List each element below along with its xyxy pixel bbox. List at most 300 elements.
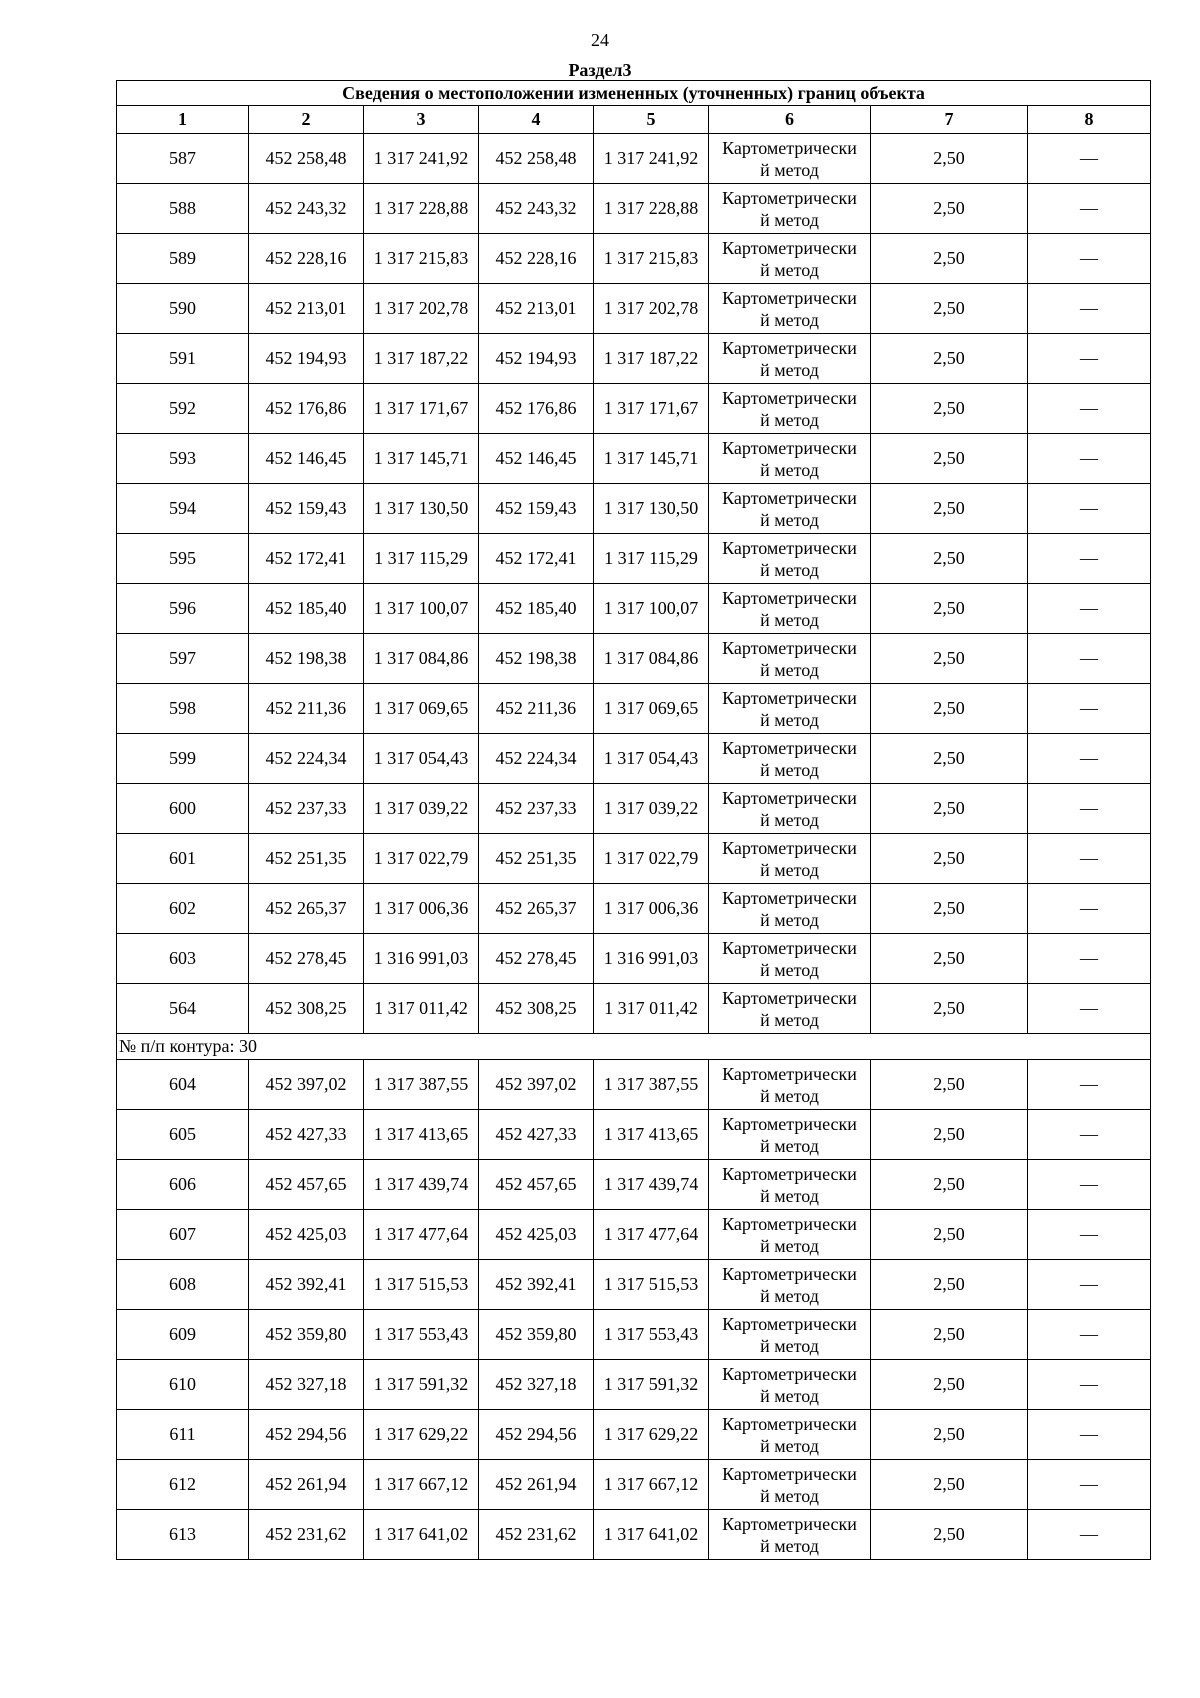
accuracy-cell: 2,50 — [871, 1310, 1028, 1360]
method-cell — [709, 634, 871, 684]
x-refined-cell: 452 159,43 — [479, 484, 594, 534]
point-number-cell: 605 — [117, 1110, 249, 1160]
y-refined-cell: 1 317 187,22 — [594, 334, 709, 384]
y-existing-cell: 1 317 591,32 — [364, 1360, 479, 1410]
accuracy-cell: 2,50 — [871, 334, 1028, 384]
accuracy-cell: 2,50 — [871, 1110, 1028, 1160]
accuracy-cell: 2,50 — [871, 284, 1028, 334]
table-row — [117, 284, 1151, 334]
page-number: 24 — [591, 30, 609, 50]
method-cell — [709, 734, 871, 784]
point-number-cell: 564 — [117, 984, 249, 1034]
description-cell: — — [1028, 134, 1151, 184]
description-cell: — — [1028, 734, 1151, 784]
y-refined-cell: 1 317 084,86 — [594, 634, 709, 684]
column-header: 7 — [871, 106, 1028, 134]
accuracy-cell: 2,50 — [871, 934, 1028, 984]
description-cell: — — [1028, 534, 1151, 584]
accuracy-cell: 2,50 — [871, 1160, 1028, 1210]
x-refined-cell: 452 251,35 — [479, 834, 594, 884]
method-line-2: й метод — [760, 509, 819, 530]
x-refined-cell: 452 224,34 — [479, 734, 594, 784]
table-row — [117, 1260, 1151, 1310]
point-number-cell: 599 — [117, 734, 249, 784]
description-cell: — — [1028, 334, 1151, 384]
accuracy-cell: 2,50 — [871, 984, 1028, 1034]
y-existing-cell: 1 317 130,50 — [364, 484, 479, 534]
point-number-cell: 610 — [117, 1360, 249, 1410]
x-refined-cell: 452 397,02 — [479, 1060, 594, 1110]
description-cell: — — [1028, 1310, 1151, 1360]
contour-label: № п/п контура: 30 — [117, 1034, 1151, 1060]
method-cell — [709, 384, 871, 434]
method-line-1: Картометрически — [722, 1213, 857, 1234]
method-line-1: Картометрически — [722, 1513, 857, 1534]
x-refined-cell: 452 213,01 — [479, 284, 594, 334]
column-header: 8 — [1028, 106, 1151, 134]
x-existing-cell: 452 194,93 — [249, 334, 364, 384]
point-number-cell: 613 — [117, 1510, 249, 1560]
y-existing-cell: 1 317 171,67 — [364, 384, 479, 434]
y-existing-cell: 1 317 641,02 — [364, 1510, 479, 1560]
y-refined-cell: 1 317 006,36 — [594, 884, 709, 934]
point-number-cell: 603 — [117, 934, 249, 984]
method-line-2: й метод — [760, 759, 819, 780]
method-line-1: Картометрически — [722, 437, 857, 458]
accuracy-cell: 2,50 — [871, 534, 1028, 584]
x-existing-cell: 452 211,36 — [249, 684, 364, 734]
accuracy-cell: 2,50 — [871, 184, 1028, 234]
method-cell — [709, 884, 871, 934]
point-number-cell: 593 — [117, 434, 249, 484]
x-refined-cell: 452 278,45 — [479, 934, 594, 984]
table-row — [117, 934, 1151, 984]
method-cell — [709, 1460, 871, 1510]
x-refined-cell: 452 243,32 — [479, 184, 594, 234]
description-cell: — — [1028, 1410, 1151, 1460]
table-row — [117, 1310, 1151, 1360]
x-refined-cell: 452 425,03 — [479, 1210, 594, 1260]
accuracy-cell: 2,50 — [871, 634, 1028, 684]
table-row — [117, 484, 1151, 534]
x-existing-cell: 452 224,34 — [249, 734, 364, 784]
method-line-1: Картометрически — [722, 1263, 857, 1284]
y-existing-cell: 1 317 629,22 — [364, 1410, 479, 1460]
method-line-1: Картометрически — [722, 387, 857, 408]
y-refined-cell: 1 317 145,71 — [594, 434, 709, 484]
table-row — [117, 1360, 1151, 1410]
column-header-row — [117, 106, 1151, 134]
y-refined-cell: 1 317 241,92 — [594, 134, 709, 184]
point-number-cell: 595 — [117, 534, 249, 584]
y-refined-cell: 1 317 130,50 — [594, 484, 709, 534]
description-cell: — — [1028, 634, 1151, 684]
table-row — [117, 1160, 1151, 1210]
method-line-1: Картометрически — [722, 1463, 857, 1484]
method-cell — [709, 584, 871, 634]
accuracy-cell: 2,50 — [871, 1410, 1028, 1460]
table-row — [117, 384, 1151, 434]
point-number-cell: 594 — [117, 484, 249, 534]
y-refined-cell: 1 317 387,55 — [594, 1060, 709, 1110]
description-cell: — — [1028, 684, 1151, 734]
x-existing-cell: 452 213,01 — [249, 284, 364, 334]
method-cell — [709, 1210, 871, 1260]
y-existing-cell: 1 317 022,79 — [364, 834, 479, 884]
column-header: 2 — [249, 106, 364, 134]
method-line-2: й метод — [760, 209, 819, 230]
column-header: 1 — [117, 106, 249, 134]
table-body — [117, 134, 1151, 1560]
table-row — [117, 1060, 1151, 1110]
point-number-cell: 588 — [117, 184, 249, 234]
method-line-2: й метод — [760, 259, 819, 280]
method-line-2: й метод — [760, 1135, 819, 1156]
point-number-cell: 606 — [117, 1160, 249, 1210]
column-header: 4 — [479, 106, 594, 134]
method-line-1: Картометрически — [722, 1163, 857, 1184]
accuracy-cell: 2,50 — [871, 234, 1028, 284]
method-cell — [709, 1110, 871, 1160]
y-existing-cell: 1 317 387,55 — [364, 1060, 479, 1110]
y-existing-cell: 1 317 667,12 — [364, 1460, 479, 1510]
method-line-2: й метод — [760, 1235, 819, 1256]
method-line-1: Картометрически — [722, 487, 857, 508]
x-refined-cell: 452 228,16 — [479, 234, 594, 284]
method-line-1: Картометрически — [722, 687, 857, 708]
description-cell: — — [1028, 934, 1151, 984]
description-cell: — — [1028, 1360, 1151, 1410]
x-refined-cell: 452 231,62 — [479, 1510, 594, 1560]
x-existing-cell: 452 457,65 — [249, 1160, 364, 1210]
method-cell — [709, 1160, 871, 1210]
table-row — [117, 1510, 1151, 1560]
point-number-cell: 591 — [117, 334, 249, 384]
description-cell: — — [1028, 984, 1151, 1034]
table-row — [117, 434, 1151, 484]
x-refined-cell: 452 172,41 — [479, 534, 594, 584]
method-line-2: й метод — [760, 409, 819, 430]
method-line-1: Картометрически — [722, 337, 857, 358]
method-line-1: Картометрически — [722, 787, 857, 808]
y-existing-cell: 1 317 439,74 — [364, 1160, 479, 1210]
table-row — [117, 984, 1151, 1034]
y-existing-cell: 1 317 215,83 — [364, 234, 479, 284]
accuracy-cell: 2,50 — [871, 384, 1028, 434]
accuracy-cell: 2,50 — [871, 434, 1028, 484]
method-line-1: Картометрически — [722, 287, 857, 308]
accuracy-cell: 2,50 — [871, 784, 1028, 834]
y-refined-cell: 1 317 477,64 — [594, 1210, 709, 1260]
method-line-1: Картометрически — [722, 587, 857, 608]
point-number-cell: 612 — [117, 1460, 249, 1510]
description-cell: — — [1028, 484, 1151, 534]
method-line-1: Картометрически — [722, 887, 857, 908]
column-header: 5 — [594, 106, 709, 134]
method-line-2: й метод — [760, 359, 819, 380]
y-existing-cell: 1 317 228,88 — [364, 184, 479, 234]
point-number-cell: 601 — [117, 834, 249, 884]
method-line-1: Картометрически — [722, 837, 857, 858]
y-existing-cell: 1 317 084,86 — [364, 634, 479, 684]
method-line-2: й метод — [760, 1009, 819, 1030]
point-number-cell: 604 — [117, 1060, 249, 1110]
y-existing-cell: 1 317 553,43 — [364, 1310, 479, 1360]
y-refined-cell: 1 317 022,79 — [594, 834, 709, 884]
table-row — [117, 234, 1151, 284]
x-refined-cell: 452 261,94 — [479, 1460, 594, 1510]
accuracy-cell: 2,50 — [871, 134, 1028, 184]
y-refined-cell: 1 317 228,88 — [594, 184, 709, 234]
description-cell: — — [1028, 1260, 1151, 1310]
y-existing-cell: 1 317 202,78 — [364, 284, 479, 334]
y-refined-cell: 1 317 629,22 — [594, 1410, 709, 1460]
y-existing-cell: 1 317 145,71 — [364, 434, 479, 484]
accuracy-cell: 2,50 — [871, 1460, 1028, 1510]
y-refined-cell: 1 317 202,78 — [594, 284, 709, 334]
description-cell: — — [1028, 1210, 1151, 1260]
x-refined-cell: 452 392,41 — [479, 1260, 594, 1310]
table-row — [117, 1110, 1151, 1160]
description-cell: — — [1028, 584, 1151, 634]
y-refined-cell: 1 317 054,43 — [594, 734, 709, 784]
x-existing-cell: 452 243,32 — [249, 184, 364, 234]
point-number-cell: 597 — [117, 634, 249, 684]
contour-row — [117, 1034, 1151, 1060]
method-line-1: Картометрически — [722, 1063, 857, 1084]
method-line-1: Картометрически — [722, 1413, 857, 1434]
method-line-2: й метод — [760, 659, 819, 680]
table-row — [117, 684, 1151, 734]
y-refined-cell: 1 317 115,29 — [594, 534, 709, 584]
description-cell: — — [1028, 1110, 1151, 1160]
method-line-1: Картометрически — [722, 737, 857, 758]
y-existing-cell: 1 317 187,22 — [364, 334, 479, 384]
x-existing-cell: 452 359,80 — [249, 1310, 364, 1360]
x-refined-cell: 452 176,86 — [479, 384, 594, 434]
method-cell — [709, 1510, 871, 1560]
y-refined-cell: 1 317 641,02 — [594, 1510, 709, 1560]
method-line-2: й метод — [760, 1485, 819, 1506]
method-cell — [709, 784, 871, 834]
method-line-2: й метод — [760, 909, 819, 930]
x-existing-cell: 452 237,33 — [249, 784, 364, 834]
point-number-cell: 607 — [117, 1210, 249, 1260]
x-existing-cell: 452 231,62 — [249, 1510, 364, 1560]
method-cell — [709, 284, 871, 334]
description-cell: — — [1028, 1160, 1151, 1210]
description-cell: — — [1028, 384, 1151, 434]
x-refined-cell: 452 185,40 — [479, 584, 594, 634]
x-refined-cell: 452 258,48 — [479, 134, 594, 184]
y-refined-cell: 1 317 667,12 — [594, 1460, 709, 1510]
method-line-2: й метод — [760, 309, 819, 330]
method-cell — [709, 534, 871, 584]
y-refined-cell: 1 317 413,65 — [594, 1110, 709, 1160]
accuracy-cell: 2,50 — [871, 734, 1028, 784]
method-line-1: Картометрически — [722, 187, 857, 208]
method-line-1: Картометрически — [722, 1313, 857, 1334]
y-refined-cell: 1 317 515,53 — [594, 1260, 709, 1310]
method-line-1: Картометрически — [722, 637, 857, 658]
x-refined-cell: 452 198,38 — [479, 634, 594, 684]
table-row — [117, 884, 1151, 934]
x-refined-cell: 452 265,37 — [479, 884, 594, 934]
point-number-cell: 589 — [117, 234, 249, 284]
x-existing-cell: 452 261,94 — [249, 1460, 364, 1510]
y-existing-cell: 1 317 100,07 — [364, 584, 479, 634]
x-existing-cell: 452 198,38 — [249, 634, 364, 684]
section-title: Раздел3 — [568, 60, 632, 80]
column-header: 3 — [364, 106, 479, 134]
point-number-cell: 592 — [117, 384, 249, 434]
method-cell — [709, 434, 871, 484]
point-number-cell: 598 — [117, 684, 249, 734]
x-existing-cell: 452 294,56 — [249, 1410, 364, 1460]
x-existing-cell: 452 392,41 — [249, 1260, 364, 1310]
table-caption: Сведения о местоположении измененных (уточненных) границ объекта — [117, 81, 1151, 106]
accuracy-cell: 2,50 — [871, 1210, 1028, 1260]
y-refined-cell: 1 317 553,43 — [594, 1310, 709, 1360]
method-line-2: й метод — [760, 609, 819, 630]
x-existing-cell: 452 146,45 — [249, 434, 364, 484]
accuracy-cell: 2,50 — [871, 1360, 1028, 1410]
method-line-1: Картометрически — [722, 937, 857, 958]
y-refined-cell: 1 317 039,22 — [594, 784, 709, 834]
point-number-cell: 611 — [117, 1410, 249, 1460]
description-cell: — — [1028, 434, 1151, 484]
point-number-cell: 590 — [117, 284, 249, 334]
method-cell — [709, 1410, 871, 1460]
method-line-2: й метод — [760, 1185, 819, 1206]
x-existing-cell: 452 427,33 — [249, 1110, 364, 1160]
description-cell: — — [1028, 1060, 1151, 1110]
x-existing-cell: 452 228,16 — [249, 234, 364, 284]
table-row — [117, 1460, 1151, 1510]
y-refined-cell: 1 317 069,65 — [594, 684, 709, 734]
x-existing-cell: 452 251,35 — [249, 834, 364, 884]
table-row — [117, 834, 1151, 884]
table-row — [117, 584, 1151, 634]
x-existing-cell: 452 308,25 — [249, 984, 364, 1034]
description-cell: — — [1028, 834, 1151, 884]
table-row — [117, 1410, 1151, 1460]
x-existing-cell: 452 278,45 — [249, 934, 364, 984]
x-refined-cell: 452 194,93 — [479, 334, 594, 384]
method-cell — [709, 134, 871, 184]
y-refined-cell: 1 316 991,03 — [594, 934, 709, 984]
accuracy-cell: 2,50 — [871, 884, 1028, 934]
method-cell — [709, 834, 871, 884]
x-existing-cell: 452 425,03 — [249, 1210, 364, 1260]
table-row — [117, 634, 1151, 684]
method-line-2: й метод — [760, 1085, 819, 1106]
method-cell — [709, 484, 871, 534]
y-refined-cell: 1 317 439,74 — [594, 1160, 709, 1210]
accuracy-cell: 2,50 — [871, 484, 1028, 534]
method-line-2: й метод — [760, 1535, 819, 1556]
y-existing-cell: 1 317 069,65 — [364, 684, 479, 734]
x-existing-cell: 452 185,40 — [249, 584, 364, 634]
method-cell — [709, 234, 871, 284]
point-number-cell: 587 — [117, 134, 249, 184]
method-cell — [709, 684, 871, 734]
method-line-2: й метод — [760, 1285, 819, 1306]
method-line-1: Картометрически — [722, 1113, 857, 1134]
x-refined-cell: 452 457,65 — [479, 1160, 594, 1210]
method-line-2: й метод — [760, 1335, 819, 1356]
method-line-2: й метод — [760, 709, 819, 730]
method-line-2: й метод — [760, 559, 819, 580]
x-refined-cell: 452 327,18 — [479, 1360, 594, 1410]
description-cell: — — [1028, 1510, 1151, 1560]
method-line-1: Картометрически — [722, 137, 857, 158]
x-existing-cell: 452 265,37 — [249, 884, 364, 934]
method-line-2: й метод — [760, 809, 819, 830]
x-existing-cell: 452 172,41 — [249, 534, 364, 584]
y-existing-cell: 1 317 515,53 — [364, 1260, 479, 1310]
x-existing-cell: 452 327,18 — [249, 1360, 364, 1410]
method-line-2: й метод — [760, 159, 819, 180]
method-cell — [709, 1060, 871, 1110]
y-existing-cell: 1 317 054,43 — [364, 734, 479, 784]
method-line-2: й метод — [760, 859, 819, 880]
description-cell: — — [1028, 234, 1151, 284]
accuracy-cell: 2,50 — [871, 1510, 1028, 1560]
method-line-2: й метод — [760, 1385, 819, 1406]
table-row — [117, 534, 1151, 584]
x-existing-cell: 452 258,48 — [249, 134, 364, 184]
table-row — [117, 784, 1151, 834]
y-refined-cell: 1 317 591,32 — [594, 1360, 709, 1410]
y-refined-cell: 1 317 100,07 — [594, 584, 709, 634]
method-line-2: й метод — [760, 459, 819, 480]
method-line-1: Картометрически — [722, 537, 857, 558]
x-refined-cell: 452 427,33 — [479, 1110, 594, 1160]
accuracy-cell: 2,50 — [871, 1260, 1028, 1310]
x-refined-cell: 452 359,80 — [479, 1310, 594, 1360]
x-existing-cell: 452 397,02 — [249, 1060, 364, 1110]
method-cell — [709, 1260, 871, 1310]
column-header: 6 — [709, 106, 871, 134]
table-row — [117, 334, 1151, 384]
table-caption-row — [117, 81, 1151, 106]
x-existing-cell: 452 176,86 — [249, 384, 364, 434]
x-refined-cell: 452 211,36 — [479, 684, 594, 734]
method-cell — [709, 934, 871, 984]
table-row — [117, 184, 1151, 234]
method-cell — [709, 1360, 871, 1410]
method-line-1: Картометрически — [722, 1363, 857, 1384]
x-refined-cell: 452 308,25 — [479, 984, 594, 1034]
y-refined-cell: 1 317 171,67 — [594, 384, 709, 434]
method-cell — [709, 334, 871, 384]
table-row — [117, 134, 1151, 184]
table-row — [117, 1210, 1151, 1260]
description-cell: — — [1028, 284, 1151, 334]
method-line-2: й метод — [760, 959, 819, 980]
accuracy-cell: 2,50 — [871, 1060, 1028, 1110]
accuracy-cell: 2,50 — [871, 684, 1028, 734]
y-existing-cell: 1 317 241,92 — [364, 134, 479, 184]
y-existing-cell: 1 317 039,22 — [364, 784, 479, 834]
point-number-cell: 600 — [117, 784, 249, 834]
point-number-cell: 596 — [117, 584, 249, 634]
method-cell — [709, 984, 871, 1034]
accuracy-cell: 2,50 — [871, 584, 1028, 634]
accuracy-cell: 2,50 — [871, 834, 1028, 884]
y-existing-cell: 1 316 991,03 — [364, 934, 479, 984]
